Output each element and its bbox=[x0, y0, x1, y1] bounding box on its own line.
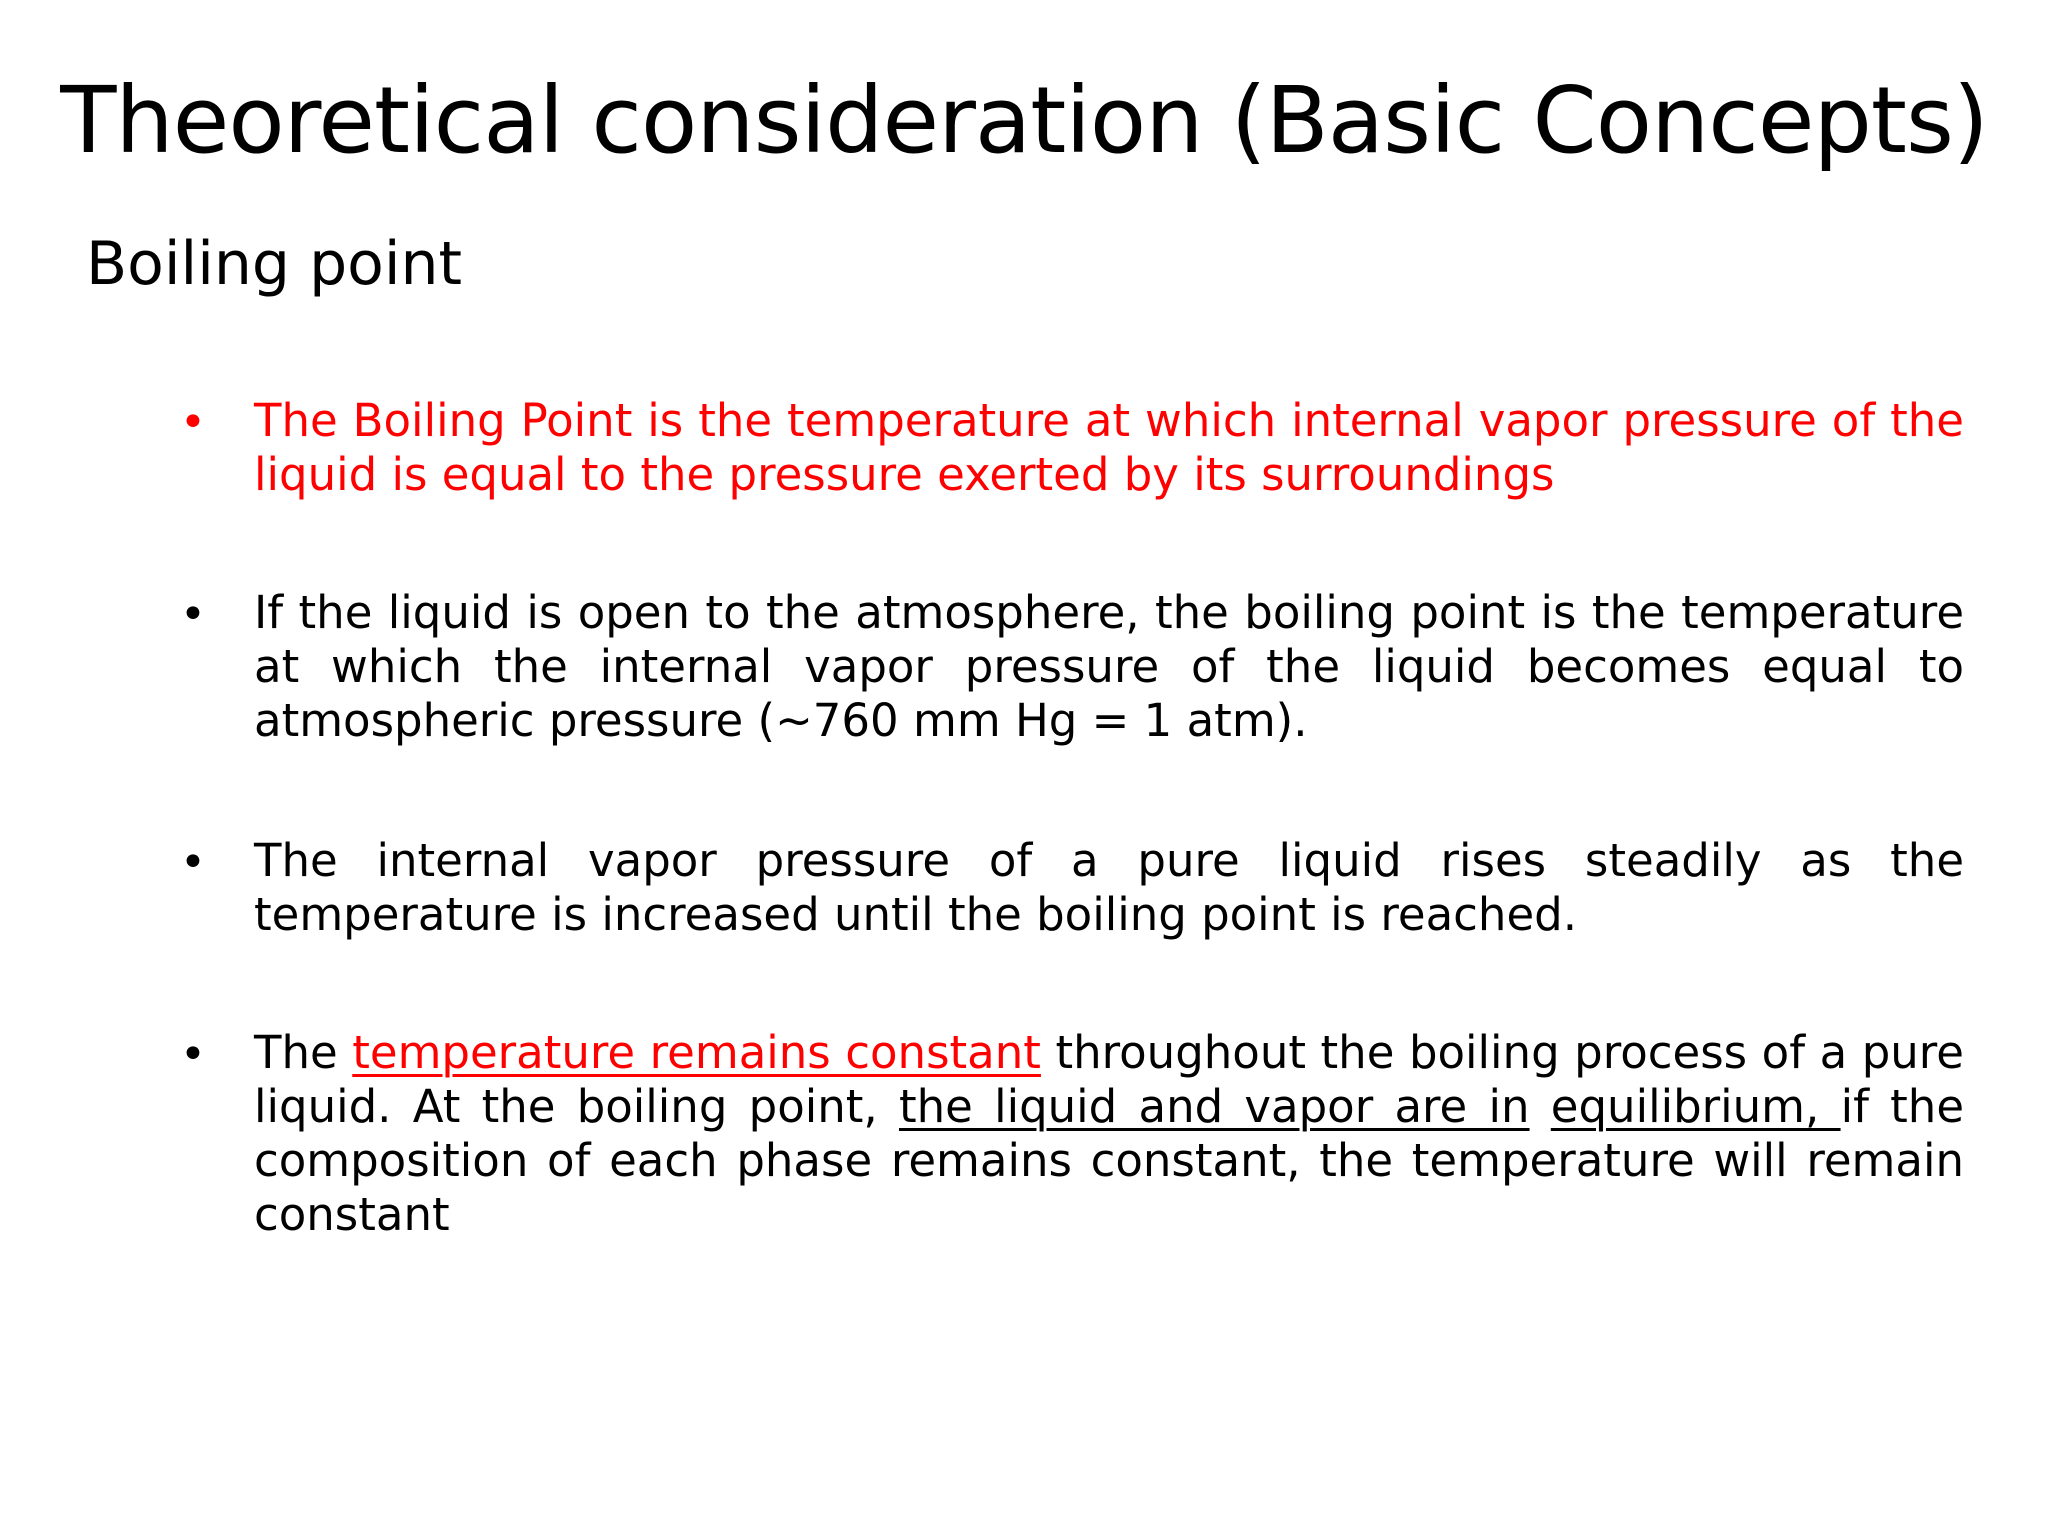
underline-liquid-vapor-equilibrium: the liquid and vapor are in bbox=[898, 1080, 1530, 1133]
bullet-text: If the liquid is open to the atmosphere, the boiling point is the temperature at which the internal vapor pressure of the liquid becomes equal to atmospheric pressure (~760 mm Hg = 1 atm). bbox=[254, 586, 1964, 747]
text-segment: The bbox=[254, 1026, 353, 1079]
bullet-dot-icon: • bbox=[180, 1029, 206, 1080]
text-segment: throughout the boiling process of a pure liquid. At the boiling point, bbox=[254, 1026, 1964, 1133]
bullet-text bbox=[254, 1026, 1964, 1242]
slide-title: Theoretical consideration (Basic Concepts) bbox=[60, 67, 1988, 174]
text-segment: if the composition of each phase remains constant, the temperature will remain constant bbox=[254, 1080, 1965, 1241]
underline-equilibrium: equilibrium, bbox=[1550, 1080, 1841, 1133]
bullet-text: The Boiling Point is the temperature at which internal vapor pressure of the liquid is equal to the pressure exerted by its surroundings bbox=[254, 394, 1964, 501]
bullet-dot-icon: • bbox=[180, 397, 206, 448]
bullet-dot-icon: • bbox=[180, 837, 206, 888]
bullet-text: The internal vapor pressure of a pure liquid rises steadily as the temperature is increased until the boiling point is reached. bbox=[254, 834, 1964, 941]
section-heading: Boiling point bbox=[86, 229, 463, 299]
bullet-dot-icon: • bbox=[180, 589, 206, 640]
text-segment bbox=[1530, 1080, 1551, 1133]
highlight-temperature-remains-constant: temperature remains constant bbox=[352, 1026, 1041, 1079]
